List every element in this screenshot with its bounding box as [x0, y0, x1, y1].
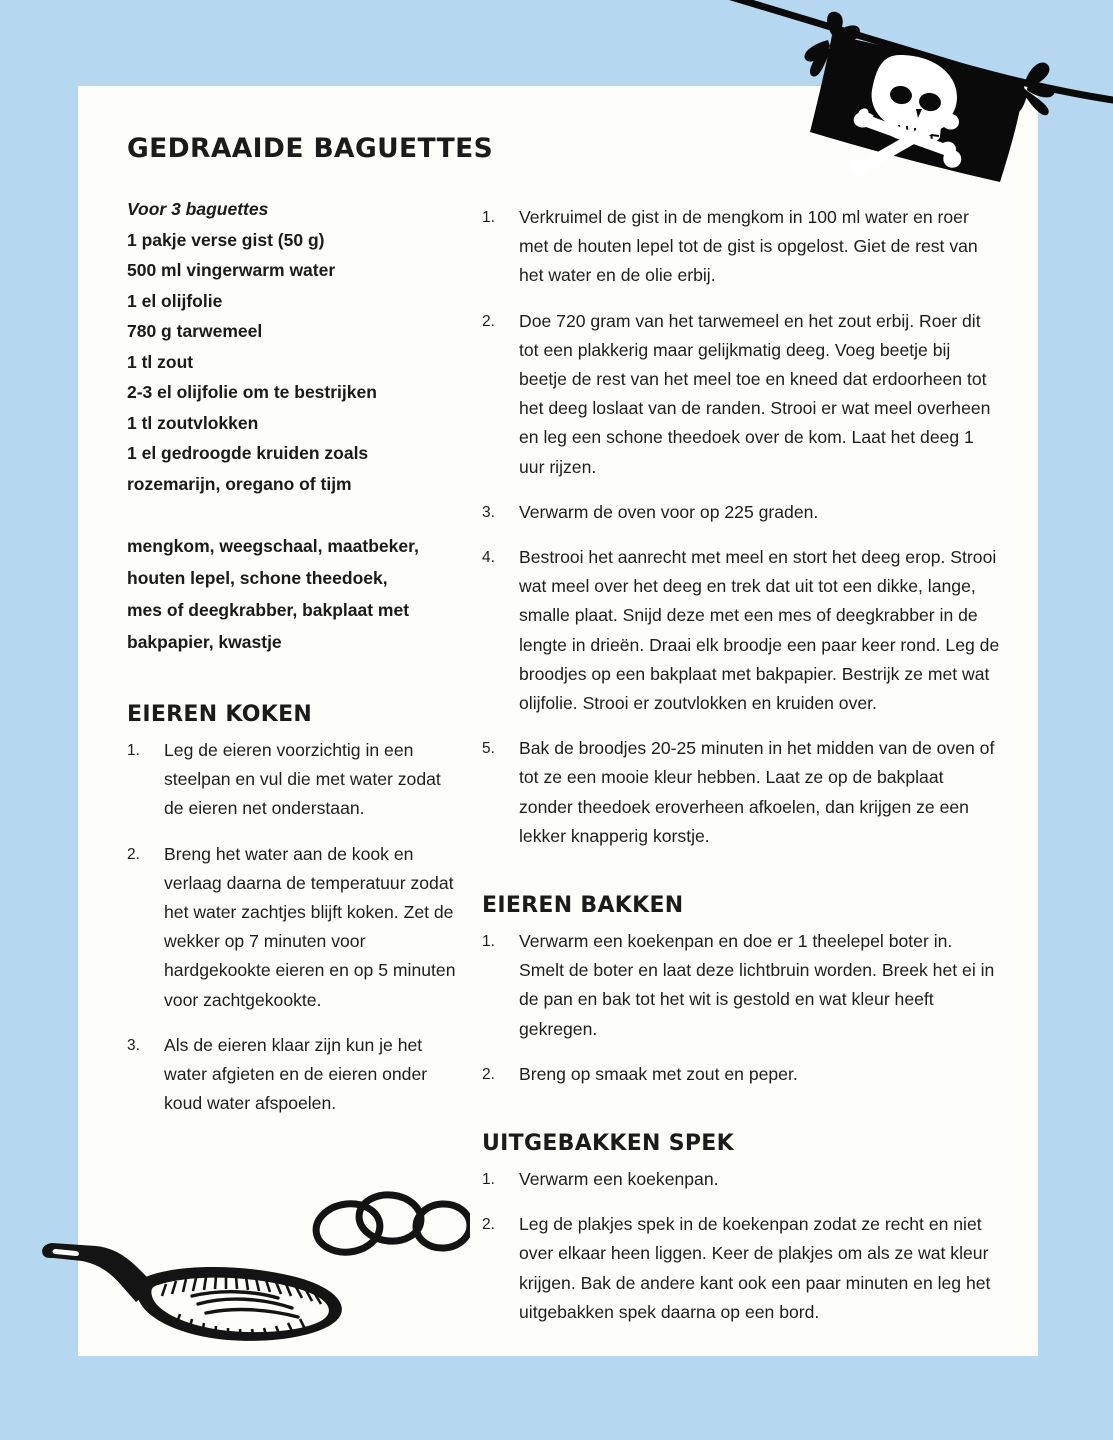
servings-label: Voor 3 baguettes	[127, 199, 269, 219]
right-column	[482, 201, 1000, 1343]
equipment-line: bakpapier, kwastje	[127, 632, 282, 652]
section-title-eieren-koken: EIEREN KOKEN	[127, 702, 313, 727]
step-item	[482, 307, 1000, 482]
step-number: 2.	[482, 312, 495, 330]
steps-list-eieren-bakken	[482, 927, 1000, 1089]
ingredients-block	[127, 194, 457, 499]
spacer	[482, 867, 1000, 893]
step-number: 1.	[482, 209, 495, 226]
steps-list-uitgebakken-spek	[482, 1165, 1000, 1327]
ingredient-item: 1 el gedroogde kruiden zoals	[127, 443, 369, 463]
page-content	[78, 86, 1038, 1356]
frying-pan-illustration	[30, 1228, 360, 1348]
step-text: Bak de broodjes 20-25 minuten in het midden van de oven of tot ze een mooie kleur hebben. Laat ze op de bakplaat zonder theedoek eroverheen afkoelen, dan krijgen ze een lekker knapperig korstje.	[519, 738, 995, 846]
step-item	[482, 498, 1000, 527]
equipment-line: mes of deegkrabber, bakplaat met	[127, 600, 410, 620]
step-number: 4.	[482, 549, 495, 567]
step-number: 2.	[482, 1216, 495, 1234]
step-item	[482, 927, 1000, 1044]
ingredient-item: rozemarijn, oregano of tijm	[127, 473, 352, 494]
rope-line	[728, 0, 1113, 100]
step-item	[127, 736, 457, 824]
step-item	[482, 203, 1000, 291]
left-column	[127, 133, 494, 1134]
step-text: Doe 720 gram van het tarwemeel en het zout erbij. Roer dit tot een plakkerig maar gelijkmatig deeg. Voeg beetje bij beetje de rest van het meel toe en kneed dat erdoorheen tot het deeg loslaat van de randen. Strooi er wat meel overheen en leg een schone theedoek over de kom. Laat het deeg 1 uur rijzen.	[519, 310, 991, 477]
steps-list-eieren-koken	[127, 736, 457, 1118]
step-item	[482, 1210, 1000, 1327]
step-text: Breng het water aan de kook en verlaag daarna de temperatuur zodat het water zachtjes blijft koken. Zet de wekker op 7 minuten voor hardgekookte eieren en op 5 minuten voor zachtgekookte.	[164, 843, 456, 1010]
step-number: 2.	[127, 845, 140, 863]
paper-sheet	[78, 86, 1038, 1356]
ingredient-item: 1 tl zoutvlokken	[127, 412, 259, 433]
step-item	[482, 734, 1000, 851]
equipment-line: houten lepel, schone theedoek,	[127, 568, 388, 588]
step-number: 1.	[127, 742, 140, 759]
flag-tie-left	[804, 12, 860, 77]
step-number: 1.	[482, 933, 495, 951]
step-text: Leg de plakjes spek in de koekenpan zodat ze recht en niet over elkaar heen liggen. Keer de plakjes om als ze wat kleur krijgen. Bak de andere kant ook een paar minuten en leg het uitgebakken spek daarna op een bord.	[519, 1214, 991, 1322]
steps-list-baguettes	[482, 203, 1000, 851]
step-item	[127, 1031, 457, 1119]
step-text: Leg de eieren voorzichtig in een steelpan en vul die met water zodat de eieren net onderstaan.	[164, 740, 441, 819]
step-number: 1.	[482, 1171, 495, 1189]
equipment-block	[127, 530, 457, 658]
step-number: 5.	[482, 740, 495, 758]
ingredient-item: 780 g tarwemeel	[127, 321, 263, 341]
step-item	[127, 840, 457, 1015]
ingredient-item: 2-3 el olijfolie om te bestrijken	[127, 382, 377, 402]
spacer	[127, 658, 457, 702]
step-text: Breng op smaak met zout en peper.	[519, 1063, 798, 1084]
equipment-line: mengkom, weegschaal, maatbeker,	[127, 536, 419, 556]
step-text: Verwarm een koekenpan.	[519, 1169, 719, 1190]
ingredient-item: 1 pakje verse gist (50 g)	[127, 229, 325, 250]
ingredient-item: 1 el olijfolie	[127, 290, 223, 311]
section-title-eieren-bakken: EIEREN BAKKEN	[482, 893, 684, 919]
step-text: Verwarm een koekenpan en doe er 1 theelepel boter in. Smelt de boter en laat deze lichtbruin worden. Breek het ei in de pan en bak tot het wit is gestold en wat kleur heeft gekregen.	[519, 931, 995, 1039]
step-number: 3.	[127, 1036, 140, 1054]
step-number: 3.	[482, 503, 495, 521]
step-item	[482, 1165, 1000, 1194]
ingredient-item: 500 ml vingerwarm water	[127, 260, 336, 280]
step-item	[482, 1060, 1000, 1089]
step-number: 2.	[482, 1065, 495, 1083]
page-title: GEDRAAIDE BAGUETTES	[127, 133, 494, 164]
step-text: Als de eieren klaar zijn kun je het water afgieten en de eieren onder koud water afspoelen.	[164, 1034, 428, 1114]
step-text: Verwarm de oven voor op 225 graden.	[519, 501, 819, 522]
step-item	[482, 543, 1000, 718]
step-text: Verkruimel de gist in de mengkom in 100 ml water en roer met de houten lepel tot de gist is opgelost. Giet de rest van het water en de olie erbij.	[519, 207, 978, 286]
step-text: Bestrooi het aanrecht met meel en stort het deeg erop. Strooi wat meel over het deeg en trek dat uit tot een dikke, lange, smalle plaat. Snijd deze met een mes of deegkrabber in de lengte in drieën. Draai elk broodje een paar keer rond. Leg de broodjes op een bakplaat met bakpapier. Bestrijk ze met wat olijfolie. Strooi er zoutvlokken en kruiden over.	[519, 547, 1000, 714]
ingredient-item: 1 tl zout	[127, 351, 194, 372]
spacer	[482, 1105, 1000, 1131]
section-title-uitgebakken-spek: UITGEBAKKEN SPEK	[482, 1131, 734, 1157]
